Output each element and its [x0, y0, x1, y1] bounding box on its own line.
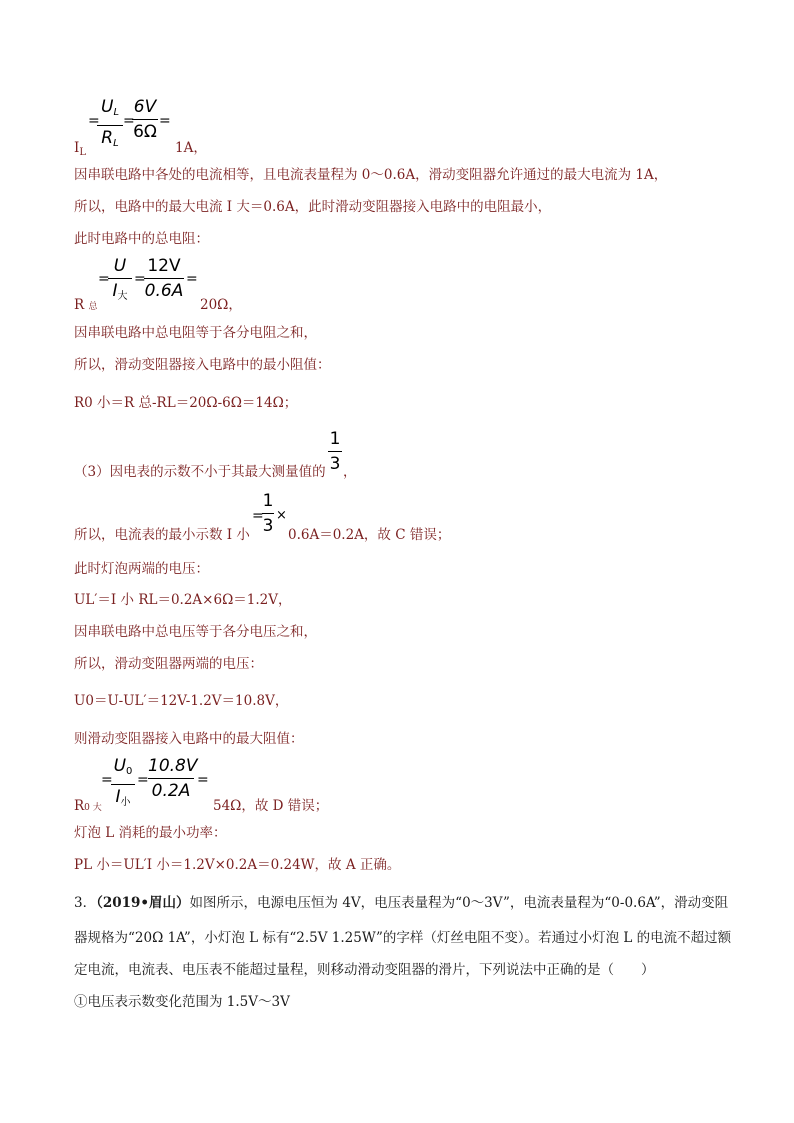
times-sign: × [276, 508, 287, 523]
formula-result: 54Ω，故 D 错误； [213, 798, 329, 814]
fraction-one-third: 1 3 [329, 429, 341, 474]
solution-line: U0＝U-UL′＝12V-1.2V＝10.8V， [74, 693, 289, 709]
punctuation: ， [343, 464, 357, 480]
equals-sign: = [98, 271, 110, 287]
solution-line: 因串联电路中总电阻等于各分电阻之和， [74, 325, 317, 341]
resistance-symbol: R 总 [74, 297, 98, 313]
fraction-one-third-b: 1 3 [262, 491, 274, 536]
solution-line: 此时灯泡两端的电压： [74, 561, 209, 577]
question-line: 器规格为“20Ω 1A”，小灯泡 L 标有“2.5V 1.25W”的字样（灯丝电阻不变）。若通过小灯泡 L 的电流不超过额 [74, 930, 732, 946]
formula-result: 20Ω， [200, 297, 242, 313]
equals-sign: = [197, 772, 209, 788]
current-symbol: $I_L$ [74, 140, 86, 158]
equals-sign: = [137, 772, 149, 788]
question-line: 定电流，电流表、电压表不能超过量程，则移动滑动变阻器的滑片，下列说法中正确的是（ ） [74, 962, 655, 978]
solution-line: 所以，滑动变阻器接入电路中的最小阻值： [74, 357, 331, 373]
solution-line: 灯泡 L 消耗的最小功率： [74, 825, 227, 841]
fraction-108v-over-02a: 10.8V 0.2A [148, 756, 198, 801]
resistance-symbol: R0 大 [74, 798, 102, 814]
solution-line: 此时电路中的总电阻： [74, 231, 209, 247]
equals-sign: = [186, 271, 198, 287]
solution-line: 因串联电路中各处的电流相等，且电流表量程为 0～0.6A，滑动变阻器允许通过的最大电流为 1A， [74, 167, 668, 183]
solution-line: 所以，电流表的最小示数 I 小 [74, 527, 250, 543]
equals-sign: = [123, 113, 135, 129]
equals-sign: = [101, 772, 113, 788]
solution-line: 则滑动变阻器接入电路中的最大阻值： [74, 731, 304, 747]
equals-sign: = [134, 271, 146, 287]
fraction-u0-over-imin: $U_0$ $I_小$ [111, 755, 135, 814]
solution-line: 所以，电路中的最大电流 I 大＝0.6A，此时滑动变阻器接入电路中的电阻最小， [74, 199, 552, 215]
fraction-12v-over-06a: 12V 0.6A [144, 256, 184, 301]
equals-sign: = [252, 508, 264, 524]
solution-line: PL 小＝UL′I 小＝1.2V×0.2A＝0.24W，故 A 正确。 [74, 857, 401, 873]
fraction-ul-over-rl: $U_L$ $R_L$ [97, 96, 123, 155]
solution-line: （3）因电表的示数不小于其最大测量值的 [74, 464, 326, 480]
solution-line: 因串联电路中总电压等于各分电压之和， [74, 624, 317, 640]
fraction-u-over-imax: U $I_大$ [108, 255, 132, 308]
solution-line: UL′＝I 小 RL＝0.2A×6Ω＝1.2V， [74, 592, 292, 608]
option-line: ①电压表示数变化范围为 1.5V～3V [74, 994, 290, 1010]
fraction-6v-over-6ohm: 6V 6Ω [133, 97, 157, 142]
formula-result: 1A， [175, 140, 207, 156]
solution-line: 所以，滑动变阻器两端的电压： [74, 656, 263, 672]
solution-line: R0 小＝R 总-RL＝20Ω-6Ω＝14Ω； [74, 395, 298, 411]
question-header: 3．（2019•眉山）如图所示，电源电压恒为 4V，电压表量程为“0～3V”，电流表量程为“0-0.6A”，滑动变阻 [74, 895, 729, 911]
equals-sign: = [88, 113, 100, 129]
equals-sign: = [159, 113, 171, 129]
formula-result: 0.6A＝0.2A，故 C 错误； [288, 527, 451, 543]
